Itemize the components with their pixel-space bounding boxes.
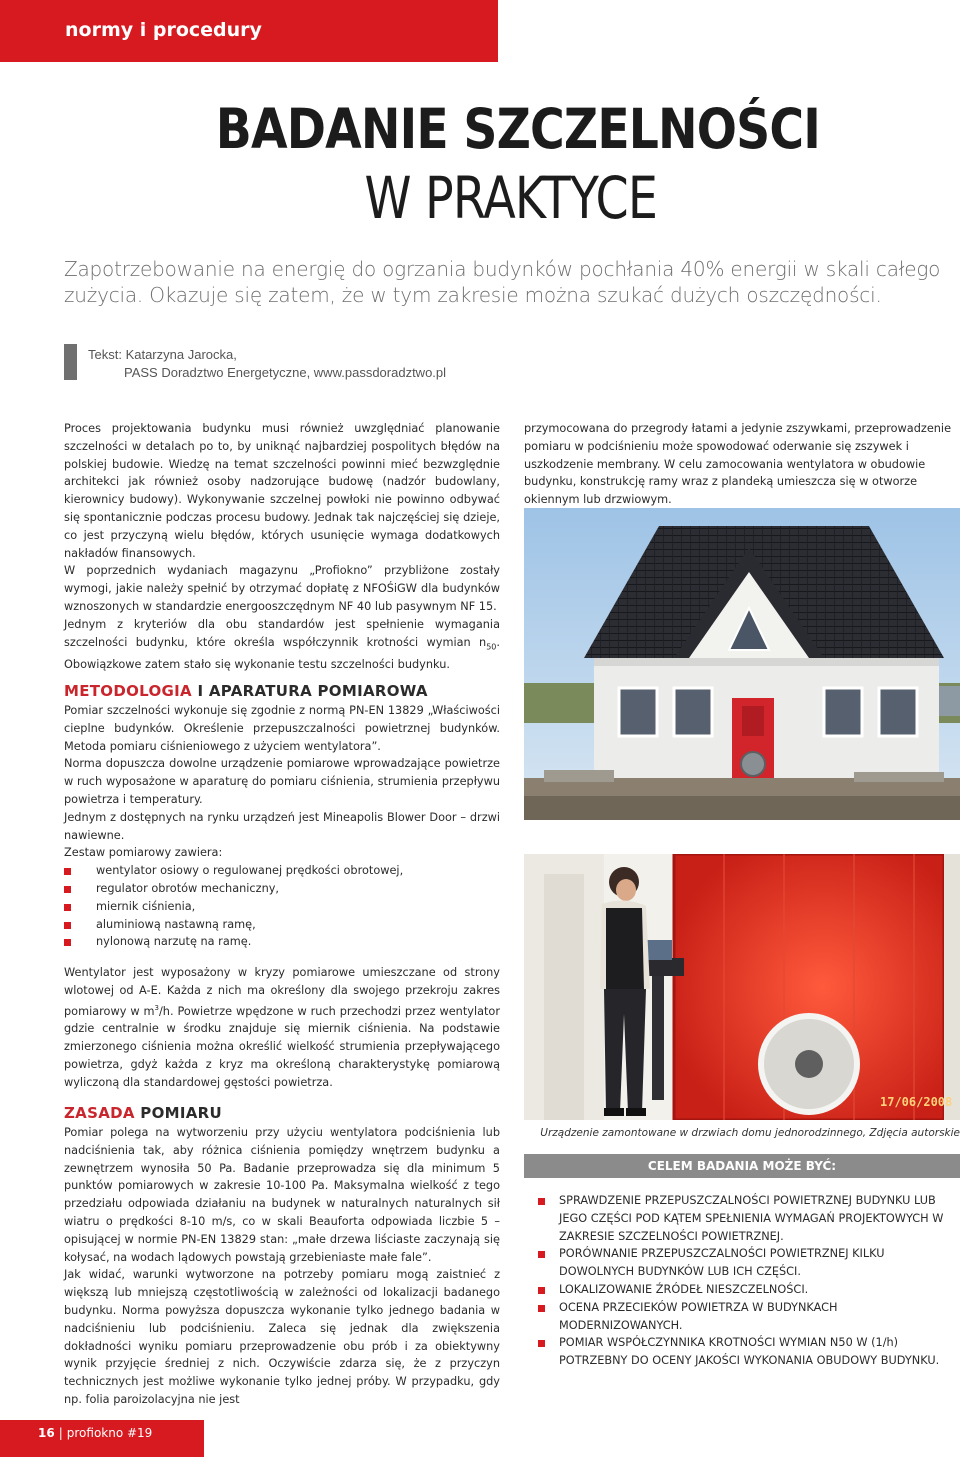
list-item: nylonową narzutę na ramę. [64, 933, 500, 951]
goals-list [538, 1192, 958, 1370]
section1-text [64, 702, 500, 951]
goals-box-title: CELEM BADANIA MOŻE BYĆ: [524, 1154, 960, 1178]
section1-fan-text [64, 964, 500, 1091]
list-item: LOKALIZOWANIE ŹRÓDEŁ NIESZCZELNOŚCI. [538, 1281, 958, 1299]
section2-paragraph-2: Jak widać, warunki wytworzone na potrzeby pomiaru mogą zaistnieć z większą lub mniejszą częstotliwością w zależności od lokalizacji badanego budynku. Norma powyższa dopuszcza wykonanie tylko jednego badania w nadciśnieniu lub podciśnieniu. Zaleca się jednak dla zwiększenia dokładności wyniku pomiaru przeprowadzenie obu prób i za obiektywny wynik przyjęcie średniej z nich. Oczywiście zdarza się, że z przyczyn technicznych jest możliwe wykonanie tylko jednej próby. W przypadku, gdy np. folia paroizolacyjna nie jest [64, 1268, 500, 1406]
right-column-paragraph: przymocowana do przegrody łatami a jedynie zszywkami, przeprowadzenie pomiaru w podciśnieniu może spowodować oderwanie się zszywek i uszkodzenie membrany. W celu zamocowania wentylatora w obudowie budynku, konstrukcję ramy wraz z plandeką umieszcza się w otworze okiennym lub drzwiowym. [524, 422, 952, 507]
list-item: wentylator osiowy o regulowanej prędkości obrotowej, [64, 862, 500, 880]
footer-separator: | [58, 1426, 63, 1440]
section1-paragraph-5: Wentylator jest wyposażony w kryzy pomiarowe umieszczane od strony wlotowej od A-E. Każda z nich ma określony dla swojego przekroju zakres pomiarowy w $m^3/h$. Powietrze wpędzone w ruch przechodzi przez wentylator gdzie centralnie w środku znajduje się miernik ciśnienia. Na podstawie zmierzonego ciśnienia można określić wielkość strumienia przepływającego powietrza, gdyż każda z kryz ma określoną charakterystykę pomiarową wyliczoną dla standardowej gęstości powietrza. [64, 966, 500, 1089]
list-item: SPRAWDZENIE PRZEPUSZCZALNOŚCI POWIETRZNEJ BUDYNKU LUB JEGO CZĘŚCI POD KĄTEM SPEŁNIENIA WYMAGAŃ PROJEKTOWYCH W ZAKRESIE SZCZELNOŚCI POWIETRZNEJ. [538, 1192, 958, 1245]
page-footer [0, 1420, 204, 1457]
right-column-text [524, 420, 960, 509]
photo-caption: Urządzenie zamontowane w drzwiach domu jednorodzinnego, Zdjęcia autorskie [540, 1127, 960, 1139]
goals-box [538, 1192, 958, 1370]
author-line1: Tekst: Katarzyna Jarocka, [88, 347, 237, 362]
section2-paragraph-1: Pomiar polega na wytworzeniu przy użyciu wentylatora podciśnienia lub nadciśnienia tak, aby różnica ciśnienia pomiędzy wnętrzem budynku a zewnętrzem wynosiła 50 Pa. Badanie przeprowadza się dla minimum 5 punktów pomiarowych w zakresie 10-100 Pa. Maksymalna wielkość z tego przedziału odpowiada działaniu na budynek w naturalnych naturalnych sił wiatru o prędkości 8-10 m/s, co w skali Beauforta odpowiada liczbie 5 – opisującej w normie PN-EN 13829 stan: „małe drzewa liściaste zaczynają się kołysać, na wodach lądowych powstają grzebieniaste małe fale”. [64, 1126, 500, 1264]
house-photo [524, 508, 960, 820]
heading-metodologia: METODOLOGIA I APARATURA POMIAROWA [64, 682, 428, 700]
page-number: 16 [38, 1426, 55, 1440]
list-item: aluminiową nastawną ramę, [64, 916, 500, 934]
author-credit [88, 346, 446, 382]
list-item: regulator obrotów mechaniczny, [64, 880, 500, 898]
section1-paragraph-4: Zestaw pomiarowy zawiera: [64, 846, 223, 860]
article-title-line2: W PRAKTYCE [364, 164, 658, 232]
intro-paragraph-2: W poprzednich wydaniach magazynu „Profiokno” przybliżone zostały wymogi, jakie należy spełnić by otrzymać dopłatę z NFOŚiGW dla budynków wznoszonych w standardzie energooszczędnym NF 40 lub pasywnym NF 15. [64, 564, 500, 613]
section2-text [64, 1124, 500, 1409]
lead-paragraph: Zapotrzebowanie na energię do ogrzania budynków pochłania 40% energii w skali całego zużycia. Okazuje się zatem, że w tym zakresie można szukać dużych oszczędności. [64, 257, 941, 307]
section1-paragraph-1: Pomiar szczelności wykonuje się zgodnie z normą PN-EN 13829 „Właściwości cieplne budynków. Określenie przepuszczalności powietrznej budynków. Metoda pomiaru ciśnieniowego z użyciem wentylatora”. [64, 704, 500, 753]
intro-text [64, 420, 500, 673]
blower-door-photo [524, 854, 960, 1120]
list-item: OCENA PRZECIEKÓW POWIETRZA W BUDYNKACH MODERNIZOWANYCH. [538, 1299, 958, 1335]
blower-door-illustration [524, 854, 960, 1120]
intro-paragraph-3: Jednym z kryteriów dla obu standardów jest spełnienie wymagania szczelności budynku, które określa współczynnik krotności wymian $n_{50}$. Obowiązkowe zatem stało się wykonanie testu szczelności budynku. [64, 617, 500, 671]
house-photo-illustration [524, 508, 960, 820]
author-marker [64, 344, 77, 380]
magazine-issue: profiokno #19 [66, 1426, 153, 1440]
author-line2: PASS Doradztwo Energetyczne, www.passdoradztwo.pl [124, 365, 447, 380]
list-item: POMIAR WSPÓŁCZYNNIKA KROTNOŚCI WYMIAN N50 W (1/h) POTRZEBNY DO OCENY JAKOŚCI WYKONANIA OBUDOWY BUDYNKU. [538, 1334, 958, 1370]
section1-paragraph-3: Jednym z dostępnych na rynku urządzeń jest Mineapolis Blower Door – drzwi nawiewne. [64, 810, 500, 842]
list-item: miernik ciśnienia, [64, 898, 500, 916]
equipment-list [64, 862, 500, 951]
section-tag-label: normy i procedury [65, 19, 262, 41]
photo-date-stamp: 17/06/2008 [880, 1095, 953, 1109]
section1-paragraph-2: Norma dopuszcza dowolne urządzenie pomiarowe wprowadzające powietrze w ruch wyposażone w aparaturę do pomiaru ciśnienia, strumienia przepływu powietrza i temperatury. [64, 757, 500, 806]
article-title-line1: BADANIE SZCZELNOŚCI [215, 97, 820, 161]
list-item: PORÓWNANIE PRZEPUSZCZALNOŚCI POWIETRZNEJ KILKU DOWOLNYCH BUDYNKÓW LUB ICH CZĘŚCI. [538, 1245, 958, 1281]
section-tag [0, 0, 498, 62]
intro-paragraph-1: Proces projektowania budynku musi również uwzględniać planowanie szczelności w detalach po to, by uniknąć najbardziej pospolitych błędów na polskiej budowie. Wiedzę na temat szczelności powinni mieć bezwzględnie architekci jak również osoby nadzorujące budowę (nadzór budowlany, kierownicy budowy). Wykonywanie szczelnej powłoki nie powinno odbywać się spontanicznie podczas procesu budowy. Jednak tak najczęściej się dzieje, co jest przyczyną wielu błędów, których usunięcie wymaga dodatkowych nakładów finansowych. [64, 422, 500, 560]
heading-zasada-pomiaru: ZASADA POMIARU [64, 1104, 222, 1122]
